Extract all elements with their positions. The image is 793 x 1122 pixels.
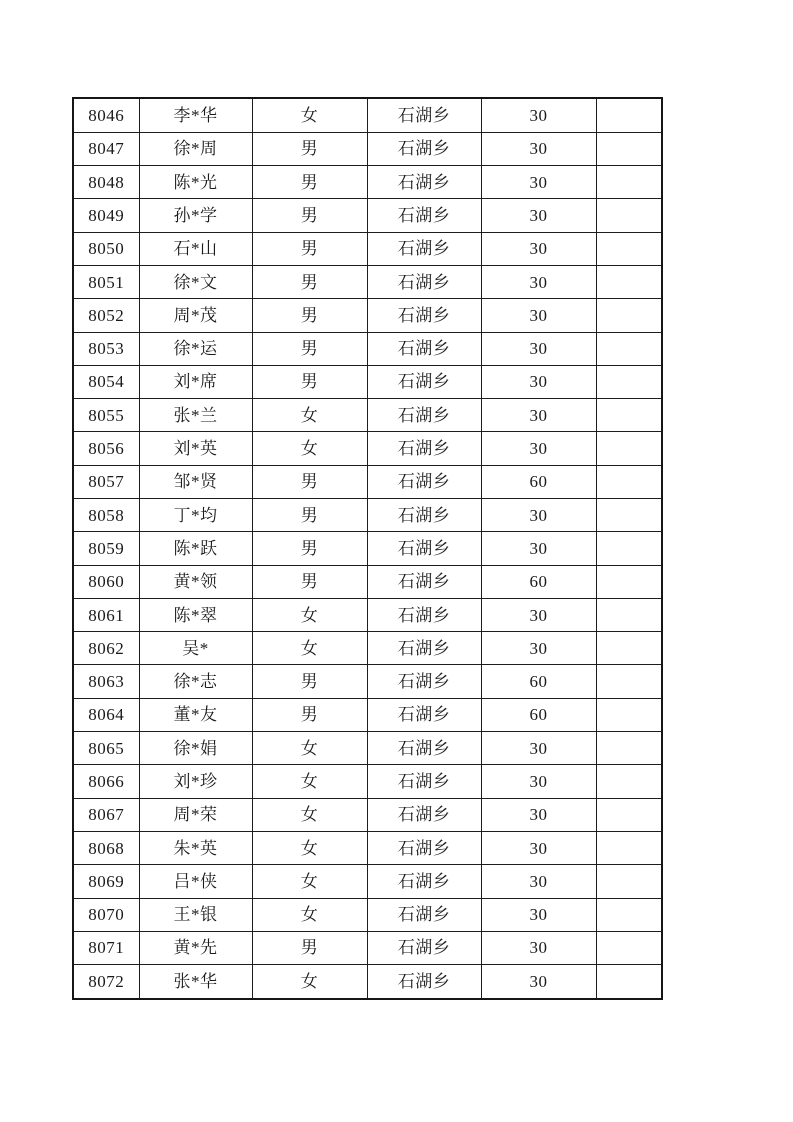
cell-name: 周*荣 bbox=[139, 798, 252, 831]
cell-blank bbox=[596, 98, 662, 132]
cell-blank bbox=[596, 931, 662, 964]
table-row bbox=[73, 565, 662, 598]
cell-township: 石湖乡 bbox=[367, 232, 481, 265]
cell-name: 徐*周 bbox=[139, 132, 252, 165]
cell-township: 石湖乡 bbox=[367, 931, 481, 964]
cell-gender: 女 bbox=[252, 732, 367, 765]
cell-gender: 男 bbox=[252, 299, 367, 332]
cell-gender: 男 bbox=[252, 265, 367, 298]
cell-name: 徐*志 bbox=[139, 665, 252, 698]
cell-id: 8068 bbox=[73, 831, 139, 864]
cell-blank bbox=[596, 565, 662, 598]
cell-id: 8058 bbox=[73, 498, 139, 531]
cell-township: 石湖乡 bbox=[367, 532, 481, 565]
cell-id: 8052 bbox=[73, 299, 139, 332]
cell-township: 石湖乡 bbox=[367, 465, 481, 498]
cell-blank bbox=[596, 166, 662, 199]
cell-name: 刘*珍 bbox=[139, 765, 252, 798]
cell-blank bbox=[596, 365, 662, 398]
cell-amount: 30 bbox=[481, 365, 596, 398]
cell-amount: 60 bbox=[481, 465, 596, 498]
cell-township: 石湖乡 bbox=[367, 498, 481, 531]
cell-amount: 30 bbox=[481, 598, 596, 631]
cell-amount: 30 bbox=[481, 432, 596, 465]
cell-amount: 30 bbox=[481, 498, 596, 531]
table-row bbox=[73, 498, 662, 531]
cell-blank bbox=[596, 199, 662, 232]
cell-amount: 30 bbox=[481, 865, 596, 898]
cell-id: 8070 bbox=[73, 898, 139, 931]
cell-gender: 男 bbox=[252, 465, 367, 498]
cell-blank bbox=[596, 598, 662, 631]
cell-name: 黄*先 bbox=[139, 931, 252, 964]
cell-name: 吴* bbox=[139, 632, 252, 665]
table-row bbox=[73, 732, 662, 765]
cell-gender: 女 bbox=[252, 399, 367, 432]
cell-gender: 女 bbox=[252, 798, 367, 831]
cell-id: 8051 bbox=[73, 265, 139, 298]
cell-blank bbox=[596, 232, 662, 265]
cell-gender: 女 bbox=[252, 632, 367, 665]
cell-amount: 30 bbox=[481, 798, 596, 831]
cell-township: 石湖乡 bbox=[367, 798, 481, 831]
cell-amount: 30 bbox=[481, 831, 596, 864]
table-row bbox=[73, 765, 662, 798]
cell-blank bbox=[596, 532, 662, 565]
cell-blank bbox=[596, 632, 662, 665]
table-row bbox=[73, 299, 662, 332]
cell-gender: 男 bbox=[252, 665, 367, 698]
cell-id: 8066 bbox=[73, 765, 139, 798]
cell-id: 8069 bbox=[73, 865, 139, 898]
cell-name: 丁*均 bbox=[139, 498, 252, 531]
cell-gender: 男 bbox=[252, 166, 367, 199]
cell-name: 王*银 bbox=[139, 898, 252, 931]
table-row bbox=[73, 831, 662, 864]
cell-name: 朱*英 bbox=[139, 831, 252, 864]
cell-name: 董*友 bbox=[139, 698, 252, 731]
cell-blank bbox=[596, 732, 662, 765]
cell-amount: 30 bbox=[481, 166, 596, 199]
cell-amount: 30 bbox=[481, 532, 596, 565]
cell-blank bbox=[596, 698, 662, 731]
cell-id: 8056 bbox=[73, 432, 139, 465]
cell-name: 刘*席 bbox=[139, 365, 252, 398]
table-row bbox=[73, 232, 662, 265]
cell-name: 陈*翠 bbox=[139, 598, 252, 631]
cell-gender: 女 bbox=[252, 765, 367, 798]
cell-name: 石*山 bbox=[139, 232, 252, 265]
cell-id: 8063 bbox=[73, 665, 139, 698]
table-row bbox=[73, 98, 662, 132]
table-row bbox=[73, 898, 662, 931]
cell-blank bbox=[596, 265, 662, 298]
cell-township: 石湖乡 bbox=[367, 665, 481, 698]
table-row bbox=[73, 166, 662, 199]
cell-amount: 30 bbox=[481, 965, 596, 999]
cell-township: 石湖乡 bbox=[367, 98, 481, 132]
cell-blank bbox=[596, 332, 662, 365]
cell-amount: 30 bbox=[481, 299, 596, 332]
cell-blank bbox=[596, 665, 662, 698]
table-row bbox=[73, 698, 662, 731]
cell-blank bbox=[596, 898, 662, 931]
table-row bbox=[73, 965, 662, 999]
cell-name: 邹*贤 bbox=[139, 465, 252, 498]
table-row bbox=[73, 132, 662, 165]
cell-id: 8050 bbox=[73, 232, 139, 265]
cell-id: 8046 bbox=[73, 98, 139, 132]
cell-township: 石湖乡 bbox=[367, 399, 481, 432]
cell-gender: 男 bbox=[252, 365, 367, 398]
cell-name: 徐*文 bbox=[139, 265, 252, 298]
cell-blank bbox=[596, 798, 662, 831]
cell-blank bbox=[596, 765, 662, 798]
table-row bbox=[73, 931, 662, 964]
cell-gender: 男 bbox=[252, 232, 367, 265]
table-row bbox=[73, 798, 662, 831]
cell-blank bbox=[596, 965, 662, 999]
cell-name: 徐*娟 bbox=[139, 732, 252, 765]
cell-id: 8055 bbox=[73, 399, 139, 432]
cell-gender: 男 bbox=[252, 565, 367, 598]
table-row bbox=[73, 665, 662, 698]
cell-id: 8064 bbox=[73, 698, 139, 731]
table-row bbox=[73, 332, 662, 365]
table-row bbox=[73, 365, 662, 398]
cell-name: 李*华 bbox=[139, 98, 252, 132]
cell-township: 石湖乡 bbox=[367, 332, 481, 365]
cell-gender: 女 bbox=[252, 432, 367, 465]
cell-gender: 男 bbox=[252, 132, 367, 165]
cell-gender: 男 bbox=[252, 199, 367, 232]
cell-gender: 女 bbox=[252, 98, 367, 132]
cell-township: 石湖乡 bbox=[367, 698, 481, 731]
cell-name: 周*茂 bbox=[139, 299, 252, 332]
cell-gender: 男 bbox=[252, 532, 367, 565]
cell-amount: 30 bbox=[481, 732, 596, 765]
cell-blank bbox=[596, 831, 662, 864]
cell-amount: 30 bbox=[481, 98, 596, 132]
table-row bbox=[73, 265, 662, 298]
cell-amount: 60 bbox=[481, 698, 596, 731]
cell-gender: 男 bbox=[252, 498, 367, 531]
cell-id: 8062 bbox=[73, 632, 139, 665]
cell-blank bbox=[596, 299, 662, 332]
cell-id: 8059 bbox=[73, 532, 139, 565]
cell-township: 石湖乡 bbox=[367, 865, 481, 898]
cell-blank bbox=[596, 865, 662, 898]
cell-id: 8065 bbox=[73, 732, 139, 765]
cell-gender: 女 bbox=[252, 965, 367, 999]
cell-name: 张*华 bbox=[139, 965, 252, 999]
cell-township: 石湖乡 bbox=[367, 132, 481, 165]
beneficiary-table bbox=[72, 97, 663, 1000]
cell-id: 8053 bbox=[73, 332, 139, 365]
cell-township: 石湖乡 bbox=[367, 199, 481, 232]
cell-gender: 男 bbox=[252, 931, 367, 964]
cell-township: 石湖乡 bbox=[367, 432, 481, 465]
table-row bbox=[73, 465, 662, 498]
cell-id: 8048 bbox=[73, 166, 139, 199]
cell-amount: 60 bbox=[481, 565, 596, 598]
cell-name: 徐*运 bbox=[139, 332, 252, 365]
cell-gender: 女 bbox=[252, 598, 367, 631]
cell-township: 石湖乡 bbox=[367, 299, 481, 332]
cell-id: 8060 bbox=[73, 565, 139, 598]
cell-amount: 30 bbox=[481, 332, 596, 365]
cell-id: 8071 bbox=[73, 931, 139, 964]
cell-name: 陈*跃 bbox=[139, 532, 252, 565]
cell-amount: 30 bbox=[481, 132, 596, 165]
cell-township: 石湖乡 bbox=[367, 632, 481, 665]
table-row bbox=[73, 532, 662, 565]
cell-amount: 60 bbox=[481, 665, 596, 698]
cell-amount: 30 bbox=[481, 399, 596, 432]
cell-name: 黄*领 bbox=[139, 565, 252, 598]
cell-id: 8067 bbox=[73, 798, 139, 831]
table-row bbox=[73, 598, 662, 631]
cell-township: 石湖乡 bbox=[367, 365, 481, 398]
cell-gender: 男 bbox=[252, 698, 367, 731]
cell-name: 刘*英 bbox=[139, 432, 252, 465]
cell-amount: 30 bbox=[481, 232, 596, 265]
cell-amount: 30 bbox=[481, 898, 596, 931]
table-row bbox=[73, 199, 662, 232]
cell-id: 8047 bbox=[73, 132, 139, 165]
cell-blank bbox=[596, 465, 662, 498]
cell-id: 8054 bbox=[73, 365, 139, 398]
cell-gender: 男 bbox=[252, 332, 367, 365]
cell-amount: 30 bbox=[481, 265, 596, 298]
cell-id: 8057 bbox=[73, 465, 139, 498]
cell-gender: 女 bbox=[252, 865, 367, 898]
cell-blank bbox=[596, 399, 662, 432]
cell-township: 石湖乡 bbox=[367, 831, 481, 864]
cell-township: 石湖乡 bbox=[367, 598, 481, 631]
cell-gender: 女 bbox=[252, 898, 367, 931]
table-row bbox=[73, 632, 662, 665]
cell-name: 张*兰 bbox=[139, 399, 252, 432]
cell-name: 吕*侠 bbox=[139, 865, 252, 898]
cell-amount: 30 bbox=[481, 199, 596, 232]
cell-township: 石湖乡 bbox=[367, 965, 481, 999]
cell-id: 8061 bbox=[73, 598, 139, 631]
cell-township: 石湖乡 bbox=[367, 732, 481, 765]
cell-amount: 30 bbox=[481, 765, 596, 798]
cell-blank bbox=[596, 498, 662, 531]
cell-amount: 30 bbox=[481, 931, 596, 964]
cell-gender: 女 bbox=[252, 831, 367, 864]
cell-name: 陈*光 bbox=[139, 166, 252, 199]
cell-blank bbox=[596, 132, 662, 165]
cell-township: 石湖乡 bbox=[367, 166, 481, 199]
cell-township: 石湖乡 bbox=[367, 898, 481, 931]
cell-township: 石湖乡 bbox=[367, 265, 481, 298]
table-row bbox=[73, 865, 662, 898]
cell-id: 8049 bbox=[73, 199, 139, 232]
cell-township: 石湖乡 bbox=[367, 565, 481, 598]
cell-name: 孙*学 bbox=[139, 199, 252, 232]
table-row bbox=[73, 432, 662, 465]
cell-blank bbox=[596, 432, 662, 465]
cell-amount: 30 bbox=[481, 632, 596, 665]
cell-township: 石湖乡 bbox=[367, 765, 481, 798]
table-row bbox=[73, 399, 662, 432]
table-body bbox=[73, 98, 662, 999]
cell-id: 8072 bbox=[73, 965, 139, 999]
